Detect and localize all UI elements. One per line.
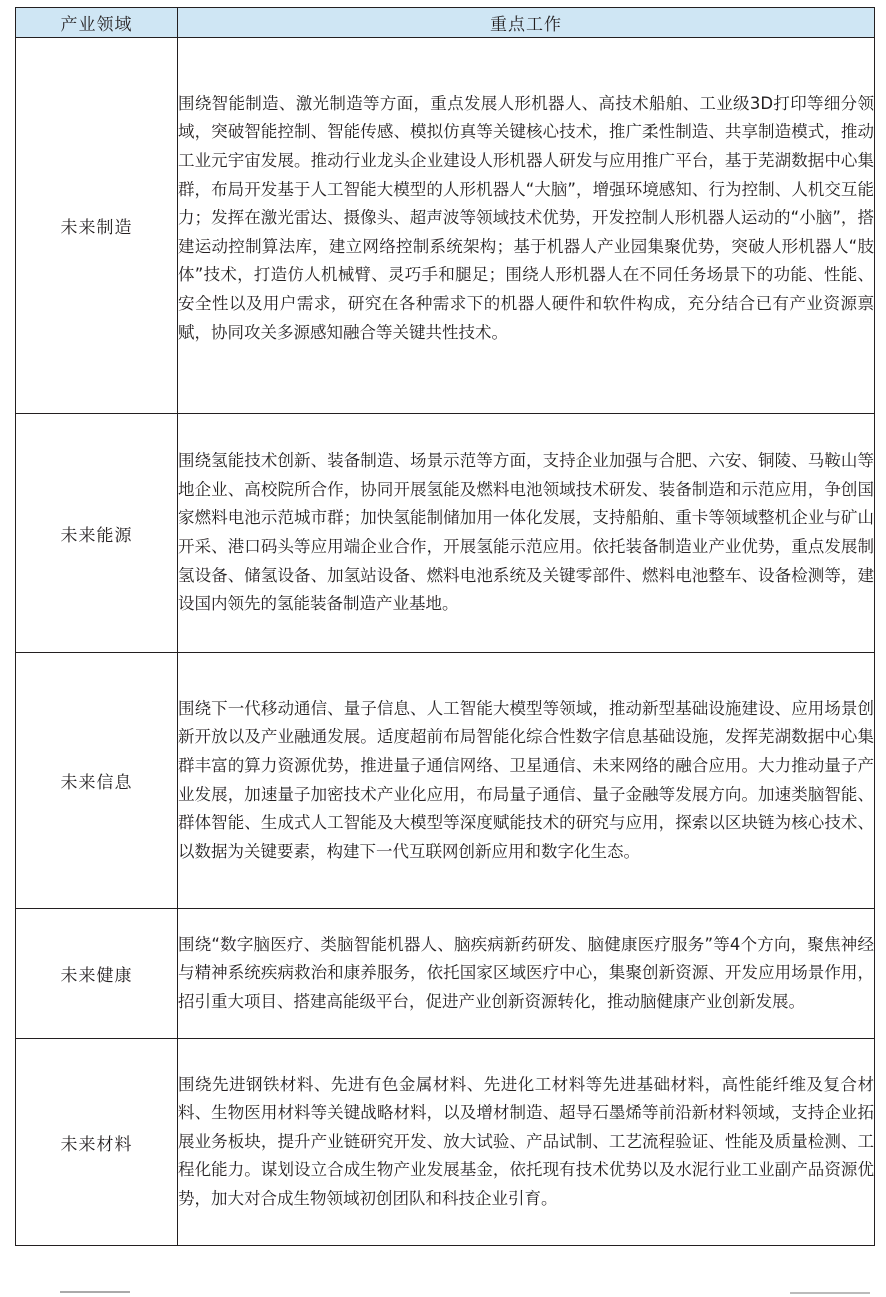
row-work-text: 围绕智能制造、激光制造等方面，重点发展人形机器人、高技术船舶、工业级3D打印等细分领域，突破智能控制、智能传感、模拟仿真等关键核心技术，推广柔性制造、共享制造模式，推动工业元宇宙发展。推动行业龙头企业建设人形机器人研发与应用推广平台，基于芜湖数据中心集群，布局开发基于人工智能大模型的人形机器人“大脑”，增强环境感知、行为控制、人机交互能力；发挥在激光雷达、摄像头、超声波等领域技术优势，开发控制人形机器人运动的“小脑”，搭建运动控制算法库，建立网络控制系统架构；基于机器人产业园集聚优势，突破人形机器人“肢体”技术，打造仿人机械臂、灵巧手和腿足；围绕人形机器人在不同任务场景下的功能、性能、安全性以及用户需求，研究在各种需求下的机器人硬件和软件构成，充分结合已有产业资源禀赋，协同攻关多源感知融合等关键共性技术。 <box>178 38 875 414</box>
key-work-table <box>15 7 875 1246</box>
row-work-text: 围绕氢能技术创新、装备制造、场景示范等方面，支持企业加强与合肥、六安、铜陵、马鞍山等地企业、高校院所合作，协同开展氢能及燃料电池领域技术研发、装备制造和示范应用，争创国家燃料电池示范城市群；加快氢能制储加用一体化发展，支持船舶、重卡等领域整机企业与矿山开采、港口码头等应用端企业合作，开展氢能示范应用。依托装备制造业产业优势，重点发展制氢设备、储氢设备、加氢站设备、燃料电池系统及关键零部件、燃料电池整车、设备检测等，建设国内领先的氢能装备制造产业基地。 <box>178 414 875 653</box>
footer-fragment-left <box>60 1291 130 1297</box>
row-field-label: 未来制造 <box>16 38 178 414</box>
row-work-text: 围绕下一代移动通信、量子信息、人工智能大模型等领域，推动新型基础设施建设、应用场景创新开放以及产业融通发展。适度超前布局智能化综合性数字信息基础设施，发挥芜湖数据中心集群丰富的算力资源优势，推进量子通信网络、卫星通信、未来网络的融合应用。大力推动量子产业发展，加速量子加密技术产业化应用，布局量子通信、量子金融等发展方向。加速类脑智能、群体智能、生成式人工智能及大模型等深度赋能技术的研究与应用，探索以区块链为核心技术、以数据为关键要素，构建下一代互联网创新应用和数字化生态。 <box>178 653 875 909</box>
table-row <box>16 909 875 1039</box>
footer-fragment-right <box>790 1292 870 1297</box>
row-work-text: 围绕“数字脑医疗、类脑智能机器人、脑疾病新药研发、脑健康医疗服务”等4个方向，聚焦神经与精神系统疾病救治和康养服务，依托国家区域医疗中心，集聚创新资源、开发应用场景作用，招引重大项目、搭建高能级平台，促进产业创新资源转化，推动脑健康产业创新发展。 <box>178 909 875 1039</box>
table-row <box>16 38 875 414</box>
cut-off-footer <box>0 1288 886 1297</box>
table-row <box>16 653 875 909</box>
header-key-work: 重点工作 <box>178 8 875 38</box>
row-field-label: 未来能源 <box>16 414 178 653</box>
row-field-label: 未来健康 <box>16 909 178 1039</box>
table-header-row <box>16 8 875 38</box>
table-row <box>16 414 875 653</box>
table-row <box>16 1039 875 1246</box>
row-field-label: 未来材料 <box>16 1039 178 1246</box>
header-industry-field: 产业领域 <box>16 8 178 38</box>
row-field-label: 未来信息 <box>16 653 178 909</box>
row-work-text: 围绕先进钢铁材料、先进有色金属材料、先进化工材料等先进基础材料，高性能纤维及复合材料、生物医用材料等关键战略材料，以及增材制造、超导石墨烯等前沿新材料领域，支持企业拓展业务板块，提升产业链研究开发、放大试验、产品试制、工艺流程验证、性能及质量检测、工程化能力。谋划设立合成生物产业发展基金，依托现有技术优势以及水泥行业工业副产品资源优势，加大对合成生物领域初创团队和科技企业引育。 <box>178 1039 875 1246</box>
